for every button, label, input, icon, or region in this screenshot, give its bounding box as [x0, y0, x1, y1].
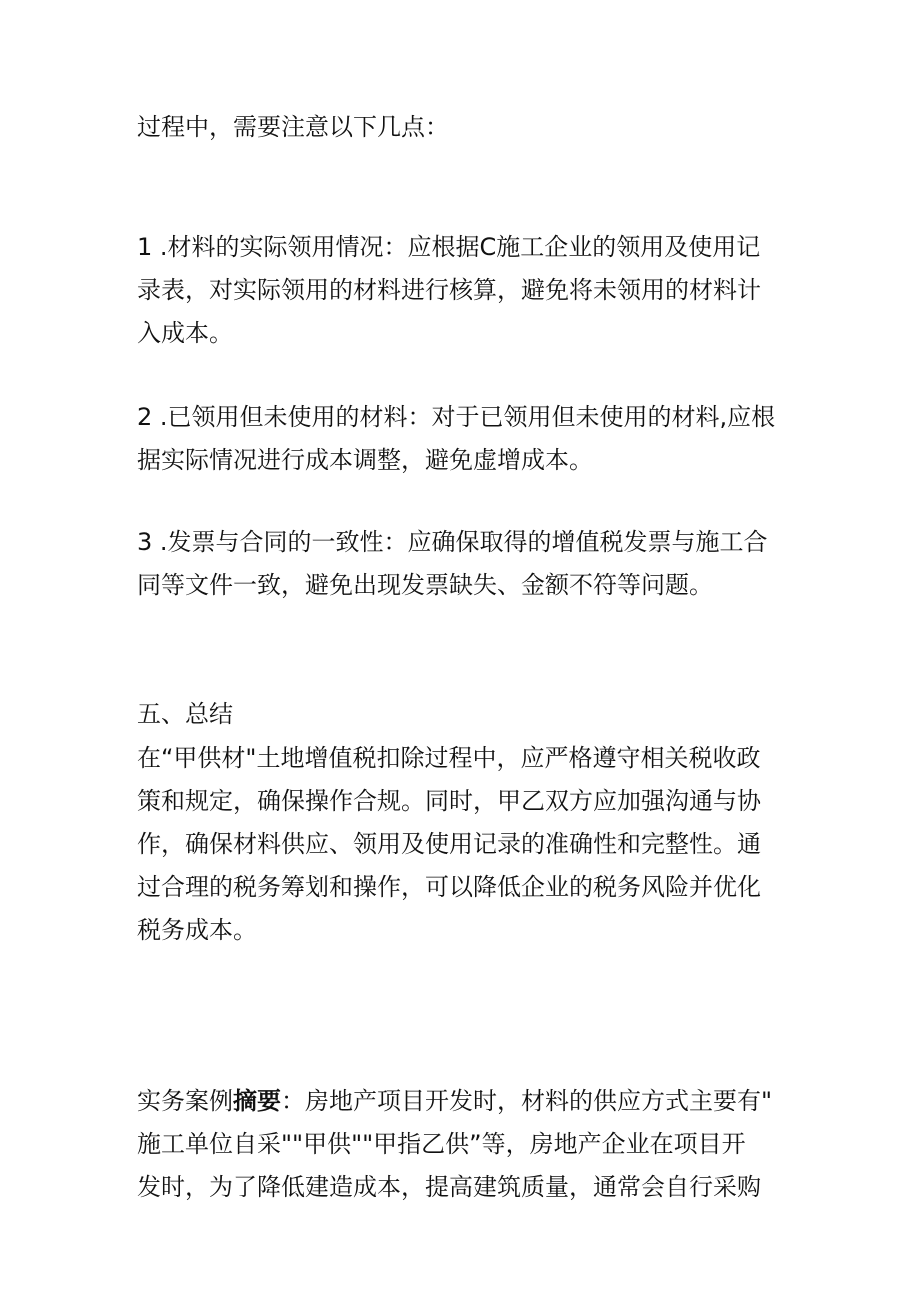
text-line: 2 .已领用但未使用的材料：对于已领用但未使用的材料,应根: [137, 403, 776, 431]
case-bold-label: 摘要: [233, 1087, 281, 1115]
text-line: 发时，为了降低建造成本，提高建筑质量，通常会自行采购: [137, 1173, 761, 1201]
case-line1-rest: ：房地产项目开发时，材料的供应方式主要有": [281, 1087, 773, 1115]
text-line: 过合理的税务筹划和操作，可以降低企业的税务风险并优化: [137, 873, 761, 901]
text-line: 策和规定，确保操作合规。同时，甲乙双方应加强沟通与协: [137, 787, 761, 815]
text-line: 录表，对实际领用的材料进行核算，避免将未领用的材料计: [137, 276, 761, 304]
intro-paragraph: [137, 106, 797, 149]
text-line: 在“甲供材"土地增值税扣除过程中，应严格遵守相关税收政: [137, 744, 761, 772]
case-prefix: 实务案例: [137, 1087, 233, 1115]
point-1-paragraph: [137, 226, 797, 355]
point-2-paragraph: [137, 396, 797, 482]
text-line: 过程中，需要注意以下几点：: [137, 113, 449, 141]
text-line: 作，确保材料供应、领用及使用记录的准确性和完整性。通: [137, 830, 761, 858]
heading-text: 五、总结: [137, 700, 233, 728]
text-line: 税务成本。: [137, 916, 257, 944]
section-heading: [137, 693, 797, 736]
text-line: 入成本。: [137, 319, 233, 347]
text-line: 施工单位自采""甲供""甲指乙供”等，房地产企业在项目开: [137, 1130, 746, 1158]
summary-paragraph: [137, 737, 797, 952]
point-3-paragraph: [137, 521, 797, 607]
text-line: 3 .发票与合同的一致性：应确保取得的增值税发票与施工合: [137, 528, 768, 556]
text-line: 据实际情况进行成本调整，避免虚增成本。: [137, 446, 593, 474]
text-line: [137, 1080, 797, 1123]
text-line: 同等文件一致，避免出现发票缺失、金额不符等问题。: [137, 571, 713, 599]
case-paragraph: [137, 1080, 797, 1209]
text-line: 1 .材料的实际领用情况：应根据C施工企业的领用及使用记: [137, 233, 761, 261]
